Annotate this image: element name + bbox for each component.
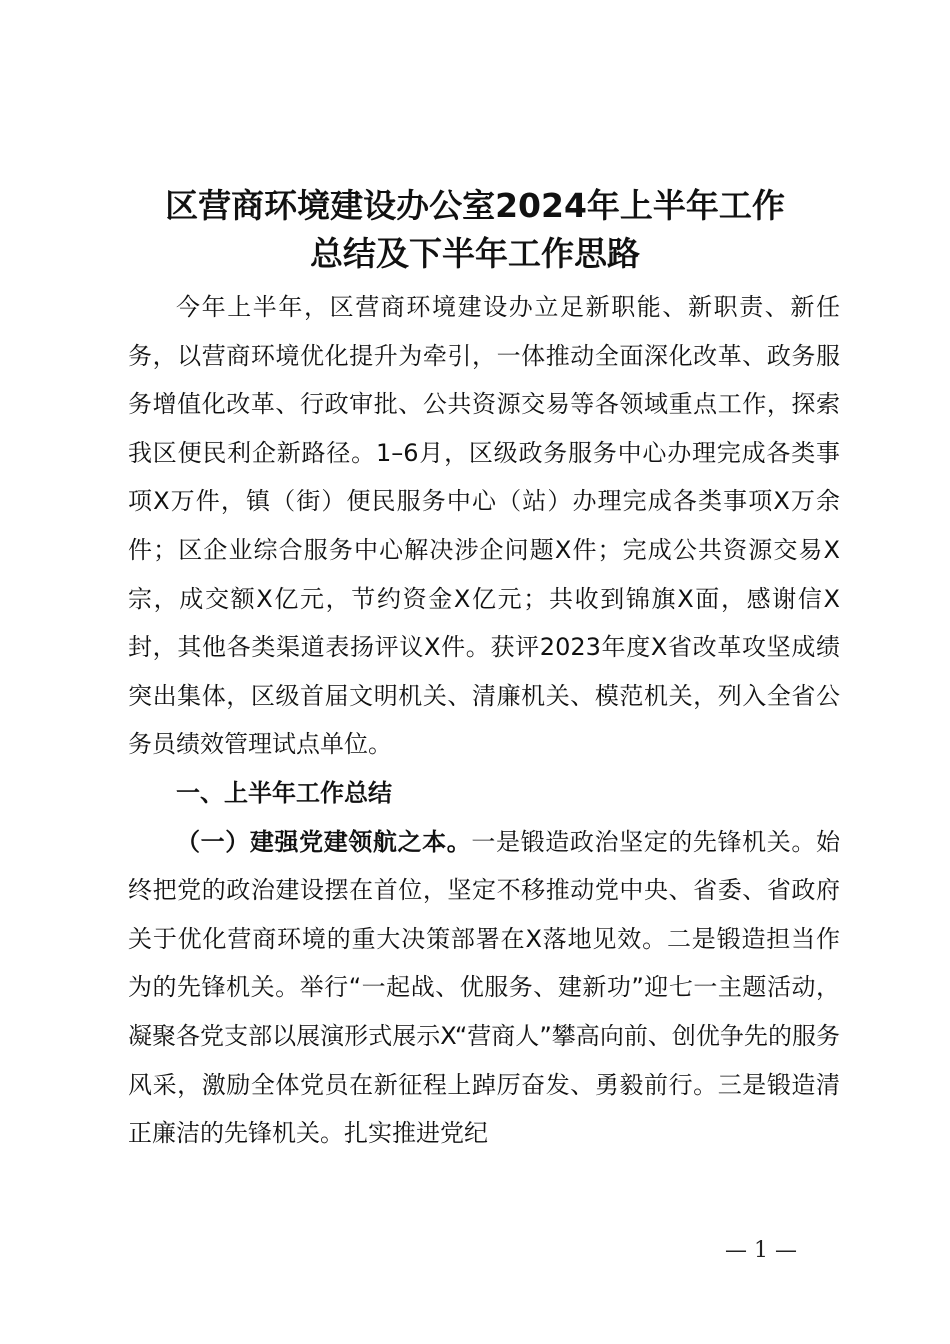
intro-paragraph: 今年上半年，区营商环境建设办立足新职能、新职责、新任务，以营商环境优化提升为牵引，一体推动全面深化改革、政务服务增值化改革、行政审批、公共资源交易等各领域重点工作，探索我区便民利企新路径。1–6月，区级政务服务中心办理完成各类事项X万件，镇（街）便民服务中心（站）办理完成各类事项X万余件；区企业综合服务中心解决涉企问题X件；完成公共资源交易X宗，成交额X亿元，节约资金X亿元；共收到锦旗X面，感谢信X封，其他各类渠道表扬评议X件。获评2023年度X省改革攻坚成绩突出集体，区级首届文明机关、清廉机关、模范机关，列入全省公务员绩效管理试点单位。 [128, 293, 840, 759]
page-number: — 1 — [725, 1238, 797, 1263]
subsection-heading: （一）建强党建领航之本。 [176, 827, 472, 856]
subsection-text: 一是锻造政治坚定的先锋机关。始终把党的政治建设摆在首位，坚定不移推动党中央、省委、省政府关于优化营商环境的重大决策部署在X落地见效。二是锻造担当作为的先锋机关。举行“一起战、优服务、建新功”迎七一主题活动，凝聚各党支部以展演形式展示X“营商人”攀高向前、创优争先的服务风采，激励全体党员在新征程上踔厉奋发、勇毅前行。三是锻造清正廉洁的先锋机关。扎实推进党纪 [128, 827, 841, 1148]
document-title-line-1: 区营商环境建设办公室2024年上半年工作 [165, 186, 785, 225]
document-body [128, 283, 840, 1158]
document-title-line-2: 总结及下半年工作思路 [310, 234, 640, 273]
section-heading: 一、上半年工作总结 [176, 778, 392, 807]
subsection-paragraph [128, 818, 840, 1158]
